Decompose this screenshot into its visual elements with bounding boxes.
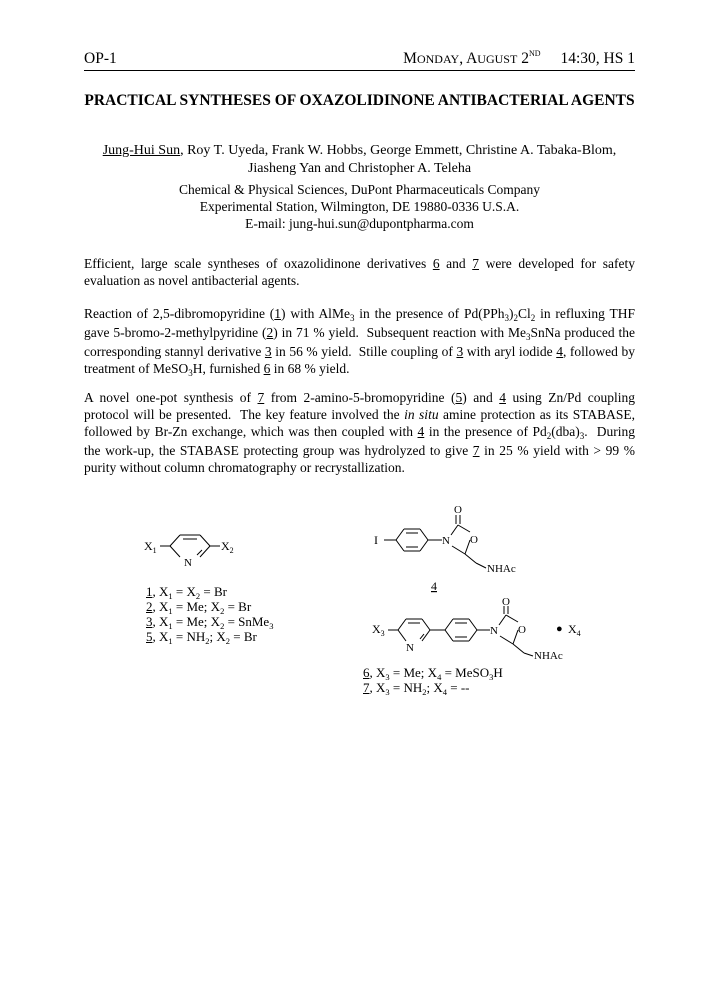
legend-line-3: 3, $X_1 = Me$; $X_2$ = SnMe$_3$ <box>146 614 274 631</box>
biaryl-pyridine-n: N <box>406 642 414 654</box>
iodo-oxazolidinone-structure <box>370 500 540 595</box>
biaryl-o-ring: O <box>518 624 526 636</box>
affiliation-line-1: Chemical & Physical Sciences, DuPont Pharmaceuticals Company <box>178 182 541 197</box>
date-num: 2 <box>521 50 529 67</box>
month-initial: A <box>466 50 478 67</box>
abstract-paragraph-3: A novel one-pot synthesis of 7 from 2-amino-5-bromopyridine (5) and 4 using Zn/Pd coupling protocol will be presented. The key feature involved the in situ amine protection as its STABASE, followed by Br-Zn exchange, which was then coupled with 4 in the presence of $Pd_2(dba)_3$. During the work-up, the STABASE protecting group was hydrolyzed to give 7 in 25 % yield with > 99 % purity without column chromatography or recrystallization. <box>84 390 635 475</box>
legend-line-1: 1, $X_1 = X_2 = Br$ <box>146 584 227 601</box>
day-rest: ONDAY <box>416 52 460 66</box>
legend-line-7: 7, $X_3 = NH_2$; $X_4$ = -- <box>363 680 470 697</box>
iodo-nhac: NHAc <box>487 563 516 575</box>
page-header <box>84 48 635 71</box>
time-room: 14:30, HS 1 <box>560 50 635 67</box>
author-list <box>84 142 635 178</box>
x4-label: $X_4$ <box>568 622 581 638</box>
iodo-n: N <box>442 535 450 547</box>
affiliation <box>84 181 635 232</box>
paper-title: PRACTICAL SYNTHESES OF OXAZOLIDINONE ANTIBACTERIAL AGENTS <box>84 92 635 109</box>
affiliation-line-2: Experimental Station, Wilmington, DE 19880-0336 U.S.A. <box>199 199 520 214</box>
biaryl-o-carbonyl: O <box>502 598 510 608</box>
legend-line-2: 2, $X_1 = Me$; $X_2 = Br$ <box>146 599 252 616</box>
legend-compounds-1-5 <box>146 585 273 645</box>
pyridine-structure <box>140 520 260 580</box>
biaryl-oxazolidinone-structure <box>370 598 610 666</box>
legend-compounds-6-7 <box>363 666 503 696</box>
iodo-o-ring: O <box>470 534 478 546</box>
biaryl-n: N <box>490 625 498 637</box>
abstract-paragraph-2: Reaction of 2,5-dibromopyridine (1) with AlMe$_3$ in the presence of $Pd(PPh_3)_2Cl_2$ in refluxing THF gave 5-bromo-2-methylpyridine (2) in 71 % yield. Subsequent reaction with $Me_3SnNa$ produced the corresponding stannyl derivative 3 in 56 % yield. Stille coupling of 3 with aryl iodide 4, followed by treatment of MeSO$_3$H, furnished 6 in 68 % yield. <box>84 306 635 378</box>
biaryl-nhac: NHAc <box>534 650 563 662</box>
session-code: OP-1 <box>84 50 117 67</box>
legend-line-5: 5, $X_1 = NH_2$; $X_2 = Br$ <box>146 629 257 646</box>
day-initial: M <box>403 50 417 67</box>
compound-4-label: 4 <box>431 579 437 593</box>
x3-label: $X_3$ <box>372 622 385 638</box>
co-authors: , Roy T. Uyeda, Frank W. Hobbs, George Emmett, Christine A. Tabaka-Blom, Jiasheng Yan and Christopher A. Teleha <box>180 143 617 176</box>
x2-label: $X_2$ <box>221 539 234 555</box>
legend-line-6: 6, $X_3 = Me$; $X_4$ = MeSO$_3$H <box>363 665 503 682</box>
session-datetime: MONDAY, AUGUST 2ND 14:30, HS 1 <box>403 49 635 67</box>
abstract-paragraph-1: Efficient, large scale syntheses of oxazolidinone derivatives 6 and 7 were developed for safety evaluation as novel antibacterial agents. <box>84 256 635 288</box>
date-suffix: ND <box>528 49 541 58</box>
pyridine-n: N <box>184 557 192 569</box>
x1-label: $X_1$ <box>144 539 157 555</box>
email: E-mail: jung-hui.sun@dupontpharma.com <box>245 216 474 231</box>
month-rest: UGUST <box>477 52 518 66</box>
iodo-i: I <box>374 533 378 547</box>
presenting-author: Jung-Hui Sun <box>102 143 181 158</box>
iodo-o-carbonyl: O <box>454 504 462 516</box>
pyridine-ring <box>160 535 220 557</box>
salt-bullet: ● <box>556 623 563 635</box>
